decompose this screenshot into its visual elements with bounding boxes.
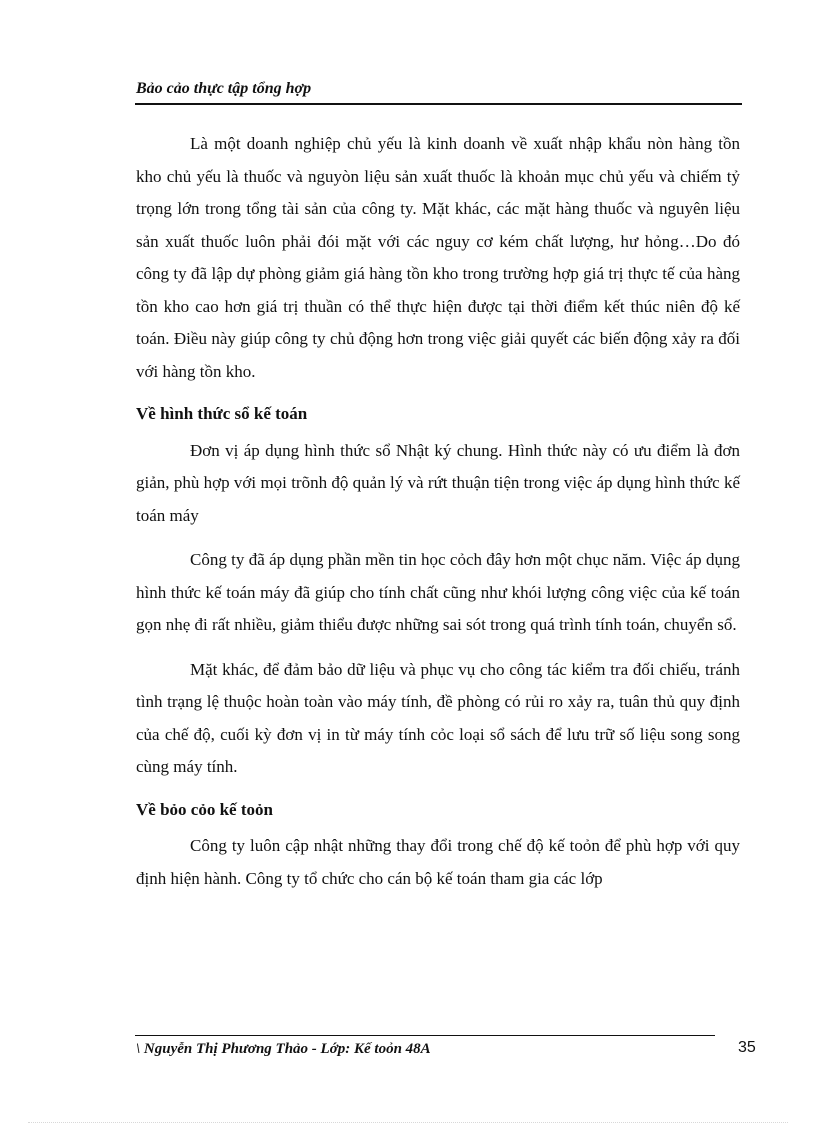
footer-divider [135,1035,715,1036]
paragraph-inventory: Là một doanh nghiệp chủ yếu là kinh doanh về xuất nhập khẩu nòn hàng tồn kho chủ yếu là thuốc và nguyòn liệu sản xuất thuốc là khoản mục chủ yếu và chiếm tỷ trọng lớn trong tổng tài sản của công ty. Mặt khác, các mặt hàng thuốc và nguyên liệu sản xuất thuốc luôn phải đói mặt với các nguy cơ kém chất lượng, hư hỏng…Do đó công ty đã lập dự phòng giảm giá hàng tồn kho trong trường hợp giá trị thực tế của hàng tồn kho cao hơn giá trị thuần có thể thực hiện được tại thời điểm kết thúc niên độ kế toán. Điều này giúp công ty chủ động hơn trong việc giải quyết các biến động xảy ra đối với hàng tồn kho. [136,134,740,381]
section-heading-bookkeeping-form: Về hình thức sổ kế toán [136,404,308,423]
header-divider [135,103,742,105]
paragraph-journal-form: Đơn vị áp dụng hình thức sổ Nhật ký chung. Hình thức này có ưu điểm là đơn giản, phù hợp với mọi trõnh độ quản lý và rứt thuận tiện trong việc áp dụng hình thức kế toán máy [136,440,740,525]
paragraph-data-backup: Mặt khác, để đảm bảo dữ liệu và phục vụ cho công tác kiểm tra đối chiếu, tránh tình trạng lệ thuộc hoàn toàn vào máy tính, đề phòng có rủi ro xảy ra, tuân thủ quy định của chế độ, cuối kỳ đơn vị in từ máy tính cỏc loại sổ sách để lưu trữ số liệu song song cùng máy tính. [136,659,740,776]
page-header-title: Bảo cảo thực tập tổng hợp [136,80,312,97]
footer-author: \ Nguyễn Thị Phương Thảo - Lớp: Kế toỏn 48A [136,1041,431,1057]
document-body [136,128,740,895]
paragraph-regulation-updates: Công ty luôn cập nhật những thay đổi trong chế độ kế toỏn để phù hợp với quy định hiện hành. Công ty tổ chức cho cán bộ kế toán tham gia các lớp [136,836,740,888]
section-heading-accounting-reports: Về bỏo cỏo kế toỏn [136,799,273,819]
page-number: 35 [738,1039,756,1056]
paragraph-software: Công ty đã áp dụng phần mền tin học cỏch đây hơn một chục năm. Việc áp dụng hình thức kế toán máy đã giúp cho tính chất cũng như khói lượng công việc của kế toán gọn nhẹ đi rất nhiều, giảm thiểu được những sai sót trong quá trình tính toán, chuyển sổ. [136,550,740,634]
